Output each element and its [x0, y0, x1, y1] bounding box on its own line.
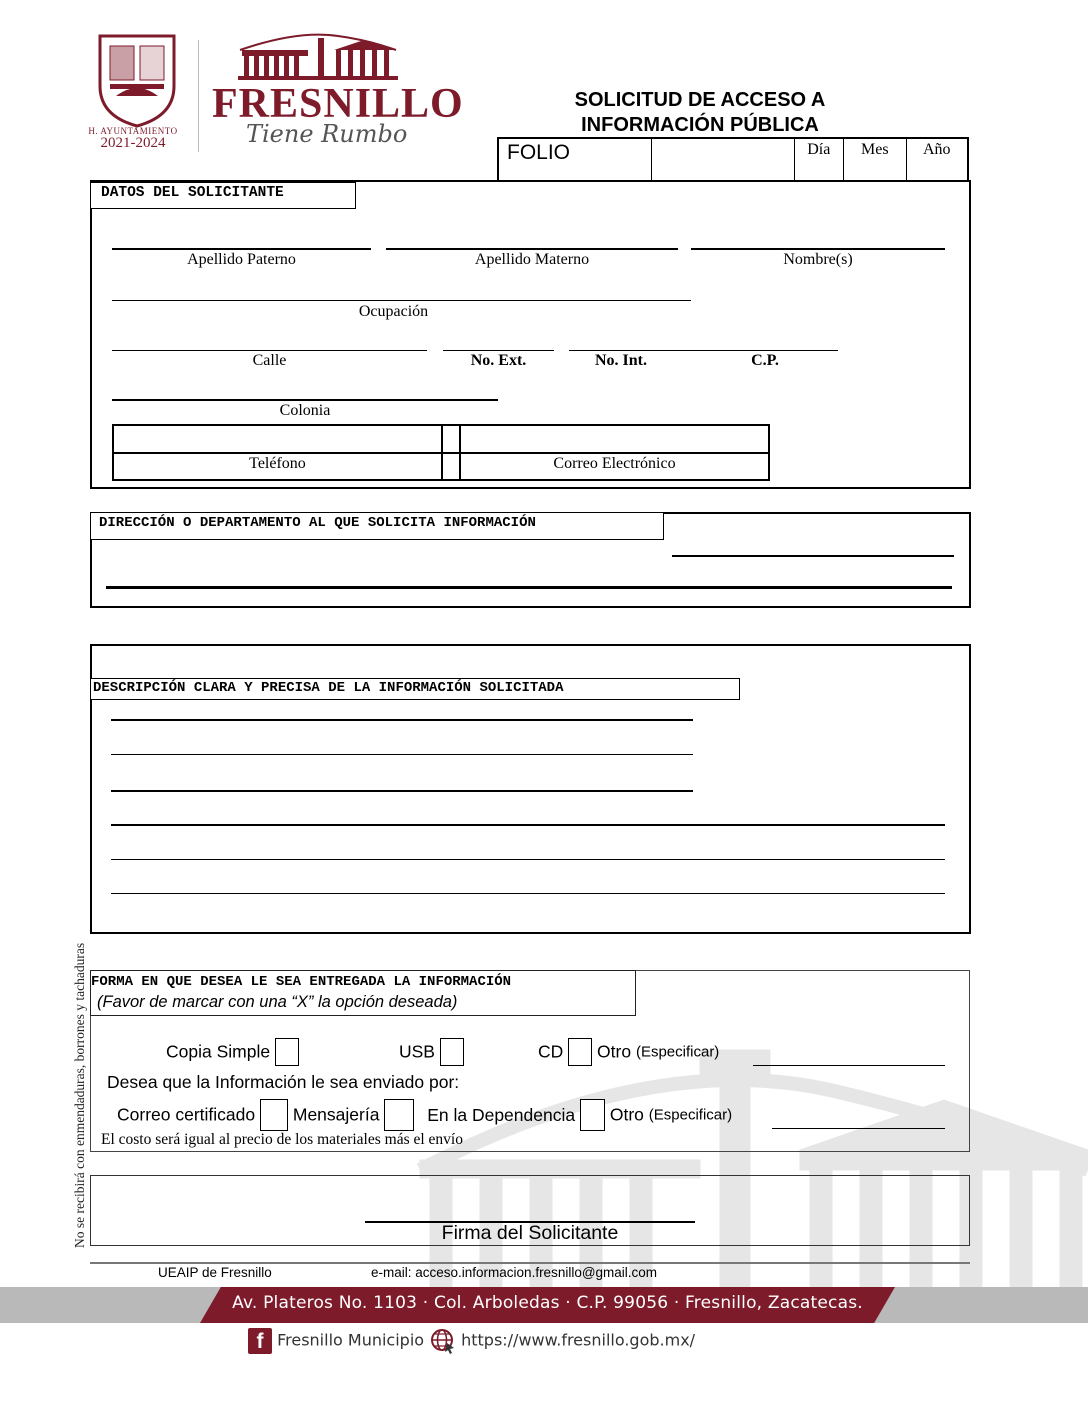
applicant-section-title: DATOS DEL SOLICITANTE	[90, 182, 356, 209]
description-line-4[interactable]	[111, 824, 945, 826]
cd-label: CD	[538, 1041, 564, 1062]
street-input[interactable]	[112, 350, 427, 351]
crest-caption-years: 2021-2024	[100, 135, 166, 151]
side-note: No se recibirá con enmendaduras, borrones y tachaduras	[72, 942, 87, 1248]
department-input-line-2[interactable]	[106, 586, 952, 589]
occupation-input[interactable]	[112, 300, 691, 301]
globe-icon	[430, 1328, 456, 1354]
send-other-input[interactable]	[772, 1128, 945, 1129]
crest-caption-line1: H. AYUNTAMIENTO	[88, 126, 178, 136]
footer-address: Av. Plateros No. 1103 · Col. Arboledas · C.P. 99056 · Fresnillo, Zacatecas.	[232, 1293, 863, 1313]
int-number-cp-input[interactable]	[569, 350, 838, 351]
title-line-1: SOLICITUD DE ACCESO A	[574, 89, 826, 111]
signature-label: Firma del Solicitante	[441, 1222, 619, 1244]
usb-label: USB	[399, 1041, 435, 1062]
send-options-row	[117, 1099, 732, 1131]
delivery-section-header	[90, 970, 636, 1016]
email-label: Correo Electrónico	[553, 455, 676, 472]
usb-option	[399, 1038, 464, 1066]
send-other-specify: (Especificar)	[648, 1106, 733, 1124]
certified-mail-checkbox[interactable]	[260, 1099, 288, 1131]
courier-checkbox[interactable]	[384, 1099, 414, 1131]
phone-label: Teléfono	[249, 455, 306, 472]
delivery-section-title: FORMA EN QUE DESEA LE SEA ENTREGADA LA INFORMACIÓN	[91, 974, 512, 990]
description-line-2[interactable]	[111, 754, 693, 755]
description-section-title: DESCRIPCIÓN CLARA Y PRECISA DE LA INFORMACIÓN SOLICITADA	[90, 678, 740, 700]
occupation-label: Ocupación	[358, 303, 429, 320]
date-year-field[interactable]	[907, 139, 967, 181]
logo-divider	[198, 40, 199, 152]
maternal-surname-label: Apellido Materno	[474, 251, 590, 268]
contact-email[interactable]: e-mail: acceso.informacion.fresnillo@gmail.com	[371, 1265, 658, 1280]
usb-checkbox[interactable]	[440, 1038, 464, 1066]
footer-website[interactable]	[430, 1328, 695, 1354]
format-other-specify: (Especificar)	[635, 1043, 720, 1061]
neighborhood-label: Colonia	[279, 402, 331, 419]
month-label: Mes	[861, 141, 889, 158]
title-line-2: INFORMACIÓN PÚBLICA	[581, 114, 819, 136]
int-number-label: No. Int.	[594, 352, 647, 369]
description-line-1[interactable]	[111, 719, 693, 721]
copy-checkbox[interactable]	[275, 1038, 299, 1066]
date-day-field[interactable]	[795, 139, 845, 181]
email-input[interactable]	[461, 426, 768, 452]
delivery-instruction: (Favor de marcar con una “X” la opción deseada)	[97, 993, 458, 1011]
cd-option	[538, 1038, 719, 1066]
postal-code-label: C.P.	[751, 352, 779, 369]
website-link: https://www.fresnillo.gob.mx/	[461, 1330, 696, 1350]
ext-number-label: No. Ext.	[470, 352, 527, 369]
send-prompt: Desea que la Información le sea enviado por:	[107, 1072, 460, 1092]
neighborhood-input[interactable]	[112, 399, 498, 401]
municipal-crest-icon	[96, 30, 178, 128]
fresnillo-skyline-icon	[238, 28, 398, 80]
paternal-surname-input[interactable]	[112, 248, 371, 250]
certified-mail-label: Correo certificado	[117, 1104, 256, 1125]
brand-name: FRESNILLO	[212, 81, 464, 127]
names-label: Nombre(s)	[783, 251, 853, 268]
paternal-surname-label: Apellido Paterno	[187, 251, 296, 268]
send-other-label: Otro	[609, 1104, 644, 1125]
day-label: Día	[807, 141, 831, 158]
folio-table	[497, 137, 969, 181]
at-office-checkbox[interactable]	[580, 1099, 605, 1131]
names-input[interactable]	[691, 248, 945, 250]
date-month-field[interactable]	[844, 139, 906, 181]
contact-table-col-1	[441, 426, 443, 479]
folio-input[interactable]	[652, 139, 795, 181]
contact-table	[112, 424, 770, 481]
footer-facebook[interactable]	[248, 1328, 424, 1354]
contact-divider	[90, 1262, 970, 1264]
facebook-label: Fresnillo Municipio	[277, 1330, 425, 1350]
brand-tagline: Tiene Rumbo	[246, 120, 408, 148]
page-title	[500, 88, 900, 138]
ext-number-input[interactable]	[443, 350, 554, 351]
cd-checkbox[interactable]	[568, 1038, 592, 1066]
folio-label: FOLIO	[499, 139, 652, 181]
description-line-6[interactable]	[111, 893, 945, 894]
street-label: Calle	[252, 352, 287, 369]
department-input-line-1[interactable]	[672, 555, 954, 557]
contact-unit: UEAIP de Fresnillo	[158, 1265, 272, 1280]
at-office-label: En la Dependencia	[427, 1104, 576, 1125]
maternal-surname-input[interactable]	[386, 248, 678, 250]
phone-input[interactable]	[114, 426, 441, 452]
copy-label: Copia Simple	[166, 1041, 271, 1062]
facebook-icon: f	[248, 1328, 272, 1354]
format-options-row	[166, 1038, 299, 1066]
crest-caption	[78, 126, 188, 152]
description-line-3[interactable]	[111, 790, 693, 792]
description-line-5[interactable]	[111, 859, 945, 860]
year-label: Año	[922, 141, 951, 158]
cost-note: El costo será igual al precio de los materiales más el envío	[101, 1131, 463, 1148]
format-other-input[interactable]	[753, 1065, 945, 1066]
format-other-label: Otro	[597, 1041, 632, 1062]
courier-label: Mensajería	[292, 1104, 380, 1125]
department-section-title: DIRECCIÓN O DEPARTAMENTO AL QUE SOLICITA INFORMACIÓN	[90, 512, 664, 540]
